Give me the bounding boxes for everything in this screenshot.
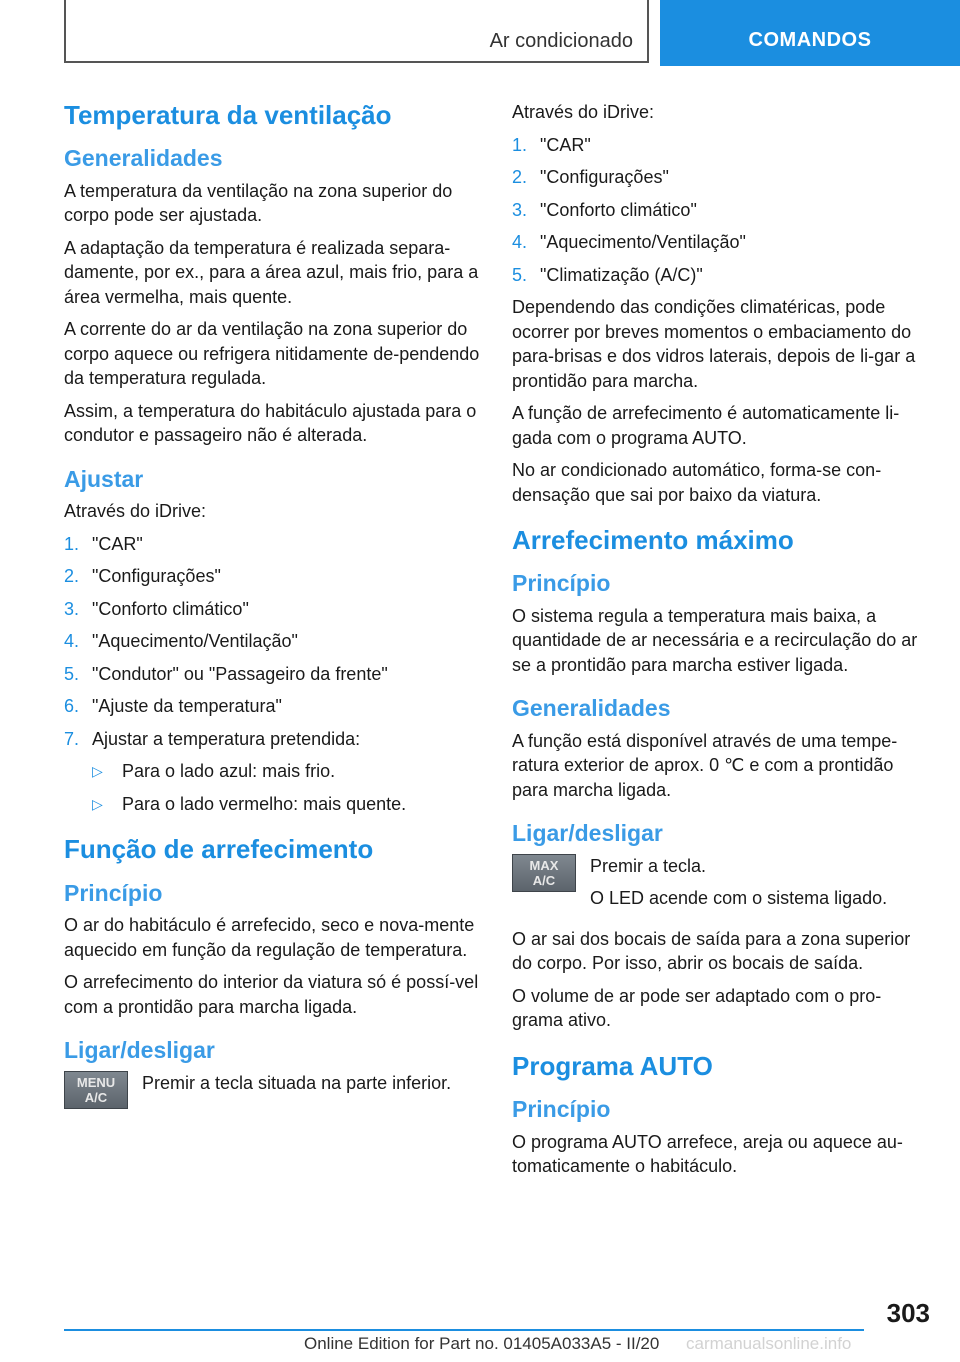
list-item: [64, 564, 482, 589]
step-number: 2.: [512, 167, 528, 187]
right-column: [512, 100, 930, 1187]
paragraph: A corrente do ar da ventilação na zona superior do corpo aquece ou refrigera nitidamente de-pendendo da temperatura regulada.: [64, 319, 480, 389]
chapter-tab: COMANDOS: [660, 0, 960, 66]
list-item: [512, 263, 930, 288]
button-instruction-row: [512, 854, 930, 919]
heading-cooling-function: Função de arrefecimento: [64, 834, 374, 865]
heading-max-cooling: Arrefecimento máximo: [512, 525, 794, 555]
step-number: 4.: [512, 232, 528, 252]
button-instruction-row: [64, 1071, 482, 1109]
header-section-box: [64, 0, 649, 63]
step-text: "Conforto climático": [92, 598, 249, 619]
heading-ventilation-temperature: Temperatura da ventilação: [64, 100, 392, 130]
triangle-bullet-icon: ▷: [92, 763, 103, 780]
paragraph: Através do iDrive:: [64, 501, 207, 522]
step-text: "CAR": [92, 533, 143, 554]
step-number: 6.: [64, 696, 80, 717]
sub-bullet-list: [92, 759, 482, 816]
list-item: [512, 198, 930, 223]
list-item: [64, 597, 482, 622]
step-number: 7.: [64, 728, 80, 749]
steps-list: [512, 133, 930, 288]
step-text: "Climatização (A/C)": [540, 264, 703, 285]
subheading-general: Generalidades: [64, 145, 223, 172]
step-number: 3.: [512, 199, 528, 220]
footer-divider: [64, 1329, 864, 1331]
step-text: "Ajuste da temperatura": [92, 696, 282, 717]
subheading-on-off: Ligar/desligar: [64, 1037, 215, 1064]
step-text: "CAR": [540, 134, 591, 155]
paragraph: O volume de ar pode ser adaptado com o pro-grama ativo.: [512, 985, 882, 1031]
step-text: "Aquecimento/Ventilação": [92, 631, 298, 652]
paragraph: Dependendo das condições climatéricas, pode ocorrer por breves momentos o embaciamento do para-brisas e dos vidros laterais, depois de li-gar a prontidão para marcha.: [512, 297, 916, 391]
step-number: 2.: [64, 566, 80, 587]
sub-list-item: ▷ Para o lado azul: mais frio.: [92, 759, 482, 784]
watermark: carmanualsonline.info: [686, 1334, 852, 1353]
paragraph: Premir a tecla.: [590, 855, 707, 876]
list-item: [512, 165, 930, 190]
menu-ac-key-icon: MENU A/C: [64, 1071, 128, 1109]
subheading-adjust: Ajustar: [64, 465, 144, 492]
subheading-principle: Princípio: [512, 570, 611, 597]
page-number: 303: [886, 1298, 930, 1328]
step-number: 4.: [64, 631, 80, 652]
step-number: 5.: [512, 264, 528, 285]
section-title: Ar condicionado: [489, 30, 633, 52]
left-column: [64, 100, 482, 1117]
list-item: [64, 532, 482, 557]
paragraph: No ar condicionado automático, forma-se con-densação que sai por baixo da viatura.: [512, 460, 882, 505]
step-number: 3.: [64, 598, 80, 619]
paragraph: A adaptação da temperatura é realizada separa-damente, por ex., para a área azul, mais frio, para a área vermelha, mais quente.: [64, 237, 479, 307]
footer-edition: Online Edition for Part no. 01405A033A5 - II/20: [304, 1334, 660, 1353]
step-number: 1.: [512, 134, 528, 155]
step-number: 1.: [64, 533, 80, 554]
paragraph: O programa AUTO arrefece, areja ou aquece au-tomaticamente o habitáculo.: [512, 1131, 903, 1177]
subheading-general: Generalidades: [512, 695, 671, 722]
subheading-principle: Princípio: [512, 1096, 611, 1123]
paragraph: O sistema regula a temperatura mais baixa, a quantidade de ar necessária e a recirculação do ar se a prontidão para marcha estiver ligada.: [512, 605, 918, 675]
paragraph: O ar sai dos bocais de saída para a zona superior do corpo. Por isso, abrir os bocais de saída.: [512, 928, 911, 974]
subheading-on-off: Ligar/desligar: [512, 820, 663, 847]
paragraph: Premir a tecla situada na parte inferior.: [142, 1072, 452, 1093]
page-header: [0, 0, 960, 66]
step-text: Ajustar a temperatura pretendida:: [92, 728, 361, 749]
step-text: "Configurações": [92, 566, 221, 587]
list-item: [64, 662, 482, 687]
paragraph: Assim, a temperatura do habitáculo ajustada para o condutor e passageiro não é alterada.: [64, 400, 477, 446]
max-ac-key-icon: MAX A/C: [512, 854, 576, 892]
paragraph: Através do iDrive:: [512, 102, 655, 122]
list-item: [512, 133, 930, 158]
paragraph: O LED acende com o sistema ligado.: [590, 888, 888, 909]
step-text: "Condutor" ou "Passageiro da frente": [92, 663, 388, 684]
paragraph: O ar do habitáculo é arrefecido, seco e nova-mente aquecido em função da regulação de temperatura.: [64, 915, 475, 960]
list-item: [64, 694, 482, 719]
triangle-bullet-icon: ▷: [92, 795, 103, 812]
step-text: "Conforto climático": [540, 199, 697, 220]
step-text: "Aquecimento/Ventilação": [540, 232, 746, 252]
paragraph: A função de arrefecimento é automaticamente li-gada com o programa AUTO.: [512, 403, 900, 448]
sub-list-item: ▷ Para o lado vermelho: mais quente.: [92, 792, 482, 817]
paragraph: A função está disponível através de uma tempe-ratura exterior de aprox. 0 ℃ e com a prontidão para marcha ligada.: [512, 730, 898, 800]
subheading-principle: Princípio: [64, 879, 163, 906]
heading-auto-program: Programa AUTO: [512, 1050, 713, 1081]
list-item: [512, 230, 930, 255]
paragraph: A temperatura da ventilação na zona superior do corpo pode ser ajustada.: [64, 180, 453, 226]
step-number: 5.: [64, 663, 80, 684]
steps-list: [64, 532, 482, 817]
paragraph: O arrefecimento do interior da viatura só é possí-vel com a prontidão para marcha ligada.: [64, 972, 479, 1017]
list-item: [64, 727, 482, 817]
step-text: "Configurações": [540, 167, 669, 187]
list-item: [64, 629, 482, 654]
